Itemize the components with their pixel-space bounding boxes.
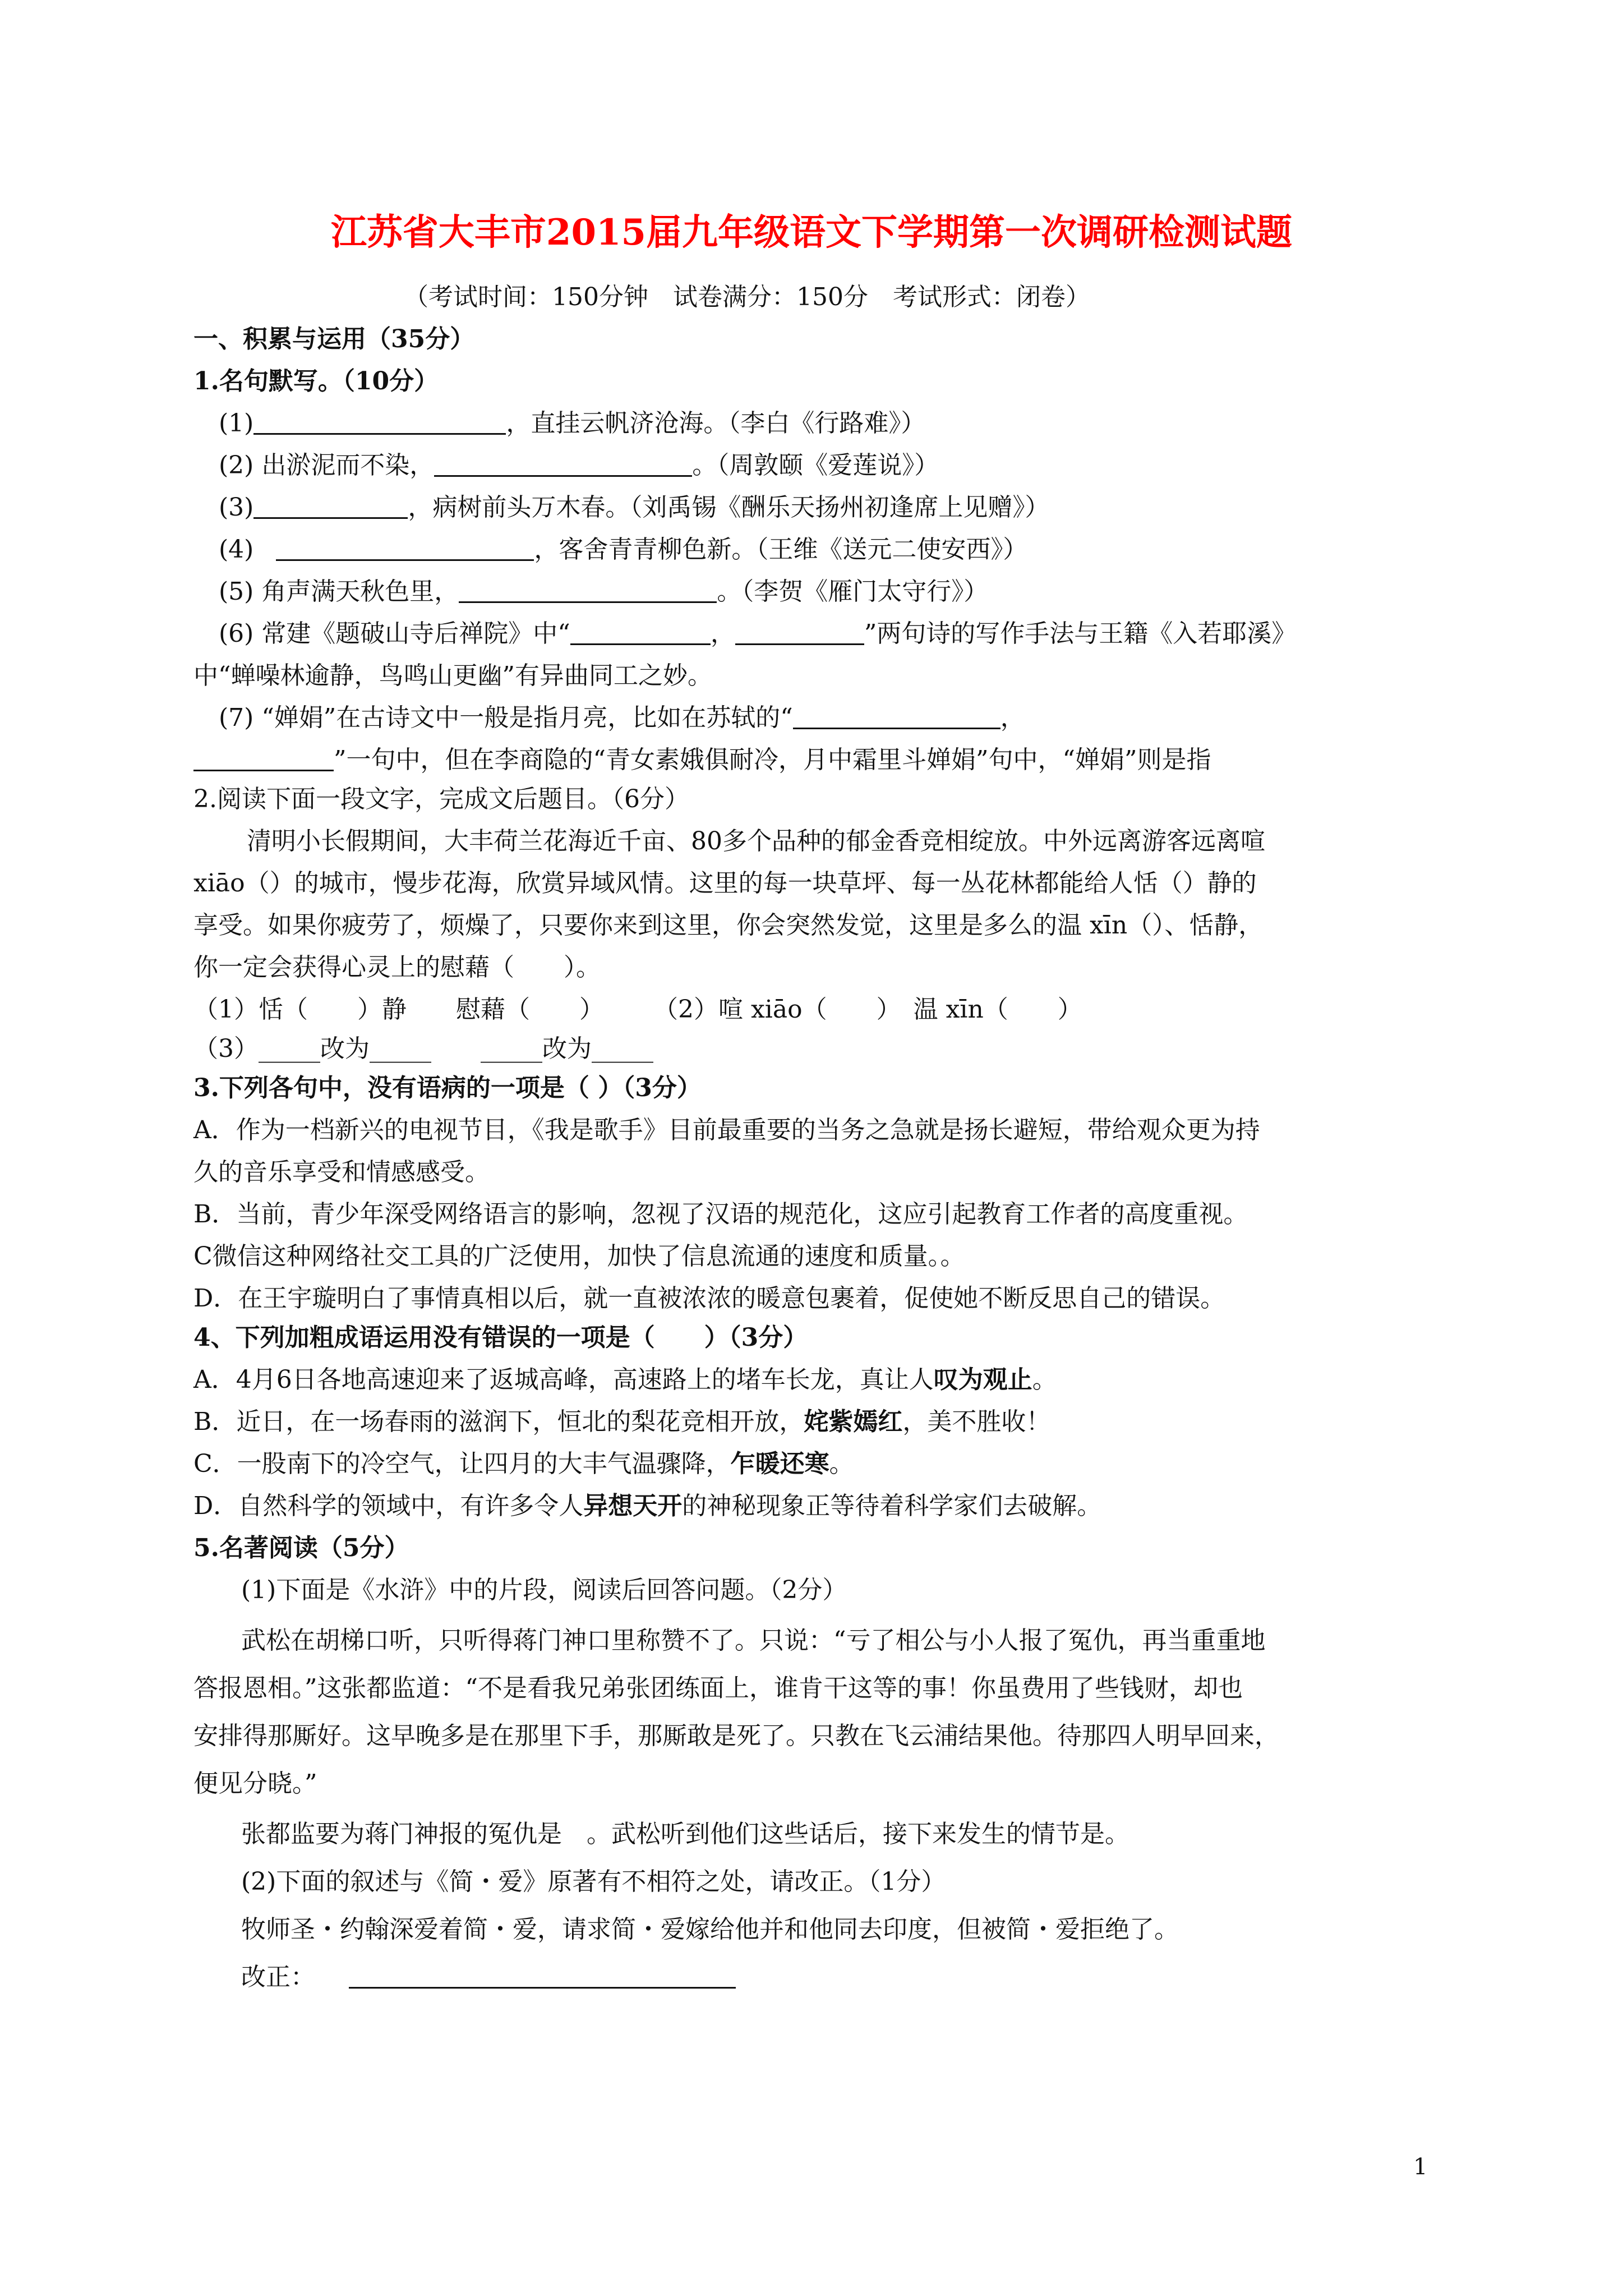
q5-fix-line — [241, 1961, 736, 1994]
q3-option-c: C微信这种网络社交工具的广泛使用，加快了信息流通的速度和质量。。 — [193, 1242, 965, 1271]
answer-blank[interactable] — [735, 619, 864, 645]
item-text: 。（周敦颐《爱莲说》） — [692, 451, 939, 480]
page-title: 江苏省大丰市2015届九年级语文下学期第一次调研检测试题 — [330, 211, 1293, 254]
fix-label: 改正： — [241, 1963, 315, 1991]
q2-answer-line: （3）_____改为_____ _____改为_____ — [193, 1034, 653, 1063]
q4-option-b — [193, 1405, 1050, 1439]
q5-question: 张都监要为蒋门神报的冤仇是 。武松听到他们这些话后，接下来发生的情节是。 — [241, 1820, 1129, 1848]
q1-item-3 — [219, 491, 1049, 524]
item-text: ，病树前头万木春。（刘禹锡《酬乐天扬州初逢席上见赠》） — [408, 493, 1050, 522]
q3-option-b: B．当前，青少年深受网络语言的影响，忽视了汉语的规范化，这应引起教育工作者的高度重视。 — [193, 1200, 1248, 1228]
item-text: (5) 角声满天秋色里， — [219, 577, 459, 606]
answer-blank[interactable] — [276, 535, 534, 561]
item-number: (4) — [219, 535, 254, 564]
option-text: 的神秘现象正等待着科学家们去破解。 — [682, 1492, 1102, 1520]
page-number: 1 — [1413, 2154, 1428, 2180]
q4-option-d — [193, 1489, 1101, 1523]
q1-item-5 — [219, 575, 988, 609]
bold-idiom: 叹为观止 — [933, 1365, 1032, 1394]
option-text: B．近日，在一场春雨的滋润下，恒北的梨花竞相开放， — [193, 1407, 804, 1436]
q5-excerpt: 武松在胡梯口听，只听得蒋门神口里称赞不了。只说：“亏了相公与小人报了冤仇，再当重重地 — [241, 1626, 1266, 1655]
option-text: A．4月6日各地高速迎来了返城高峰，高速路上的堵车长龙，真让人 — [193, 1365, 934, 1394]
q1-item-2 — [219, 449, 939, 482]
q4-option-a — [193, 1363, 1057, 1397]
exam-info: （考试时间：150分钟 试卷满分：150分 考试形式：闭卷） — [404, 283, 1090, 311]
q2-paragraph: 你一定会获得心灵上的慰藉（ ）。 — [193, 953, 601, 982]
q5-sub-question-2: (2)下面的叙述与《简・爱》原著有不相符之处，请改正。（1分） — [241, 1867, 946, 1896]
q1-item-6 — [219, 617, 1296, 651]
q2-heading: 2.阅读下面一段文字，完成文后题目。（6分） — [193, 785, 689, 813]
option-text: ，美不胜收！ — [902, 1407, 1051, 1436]
comma: ， — [710, 619, 735, 648]
q2-paragraph: xiāo（）的城市，慢步花海，欣赏异域风情。这里的每一块草坪、每一丛花林都能给人恬（）静的 — [193, 869, 1257, 898]
q1-item-7 — [219, 701, 1025, 735]
q1-item-4 — [219, 533, 1027, 567]
item-number: (1) — [219, 409, 254, 438]
q2-answer-line: （1）恬（ ）静 慰藉（ ） （2）喧 xiāo（ ） 温 xīn（ ） — [193, 995, 1082, 1024]
answer-blank[interactable] — [570, 619, 711, 645]
q5-statement: 牧师圣・约翰深爱着简・爱，请求简・爱嫁给他并和他同去印度，但被简・爱拒绝了。 — [241, 1915, 1179, 1944]
answer-blank[interactable] — [193, 745, 334, 771]
q1-item-7-cont — [193, 743, 1211, 777]
q2-paragraph: 清明小长假期间，大丰荷兰花海近千亩、80多个品种的郁金香竞相绽放。中外远离游客远离喧 — [247, 827, 1265, 855]
item-text: ，直挂云帆济沧海。（李白《行路难》） — [506, 409, 926, 438]
item-text: ”两句诗的写作手法与王籍《入若耶溪》 — [864, 619, 1297, 648]
q3-option-a-cont: 久的音乐享受和情感感受。 — [193, 1158, 490, 1186]
answer-blank[interactable] — [253, 493, 408, 519]
item-text: (7) “婵娟”在古诗文中一般是指月亮，比如在苏轼的“ — [219, 703, 793, 732]
bold-idiom: 姹紫嫣红 — [804, 1407, 903, 1436]
comma: ， — [1000, 703, 1025, 732]
q4-heading: 4、下列加粗成语运用没有错误的一项是（ ）（3分） — [193, 1323, 808, 1352]
q1-heading: 1.名句默写。（10分） — [193, 367, 439, 395]
q5-heading: 5.名著阅读（5分） — [193, 1534, 409, 1562]
answer-blank[interactable] — [253, 408, 506, 435]
q4-option-c — [193, 1447, 854, 1481]
option-text: D．自然科学的领域中，有许多令人 — [193, 1492, 584, 1520]
option-text: 。 — [829, 1450, 854, 1478]
item-number: (3) — [219, 493, 254, 522]
q5-excerpt: 答报恩相。”这张都监道：“不是看我兄弟张团练面上，谁肯干这等的事！你虽费用了些钱财，却也 — [193, 1674, 1243, 1703]
q2-paragraph: 享受。如果你疲劳了，烦燥了，只要你来到这里，你会突然发觉，这里是多么的温 xīn（）、恬静， — [193, 911, 1264, 940]
answer-blank[interactable] — [434, 450, 692, 477]
q3-heading: 3.下列各句中，没有语病的一项是（ ）（3分） — [193, 1074, 702, 1102]
bold-idiom: 乍暖还寒 — [730, 1450, 829, 1478]
q1-item-1 — [219, 407, 925, 440]
item-text: (6) 常建《题破山寺后禅院》中“ — [219, 619, 570, 648]
q3-option-a: A．作为一档新兴的电视节目，《我是歌手》目前最重要的当务之急就是扬长避短，带给观众更为持 — [193, 1116, 1260, 1144]
option-text: C．一股南下的冷空气，让四月的大丰气温骤降， — [193, 1450, 731, 1478]
answer-blank[interactable] — [459, 577, 717, 603]
option-text: 。 — [1032, 1365, 1057, 1394]
section-heading: 一、积累与运用（35分） — [193, 325, 475, 353]
item-text: ，客舍青青柳色新。（王维《送元二使安西》） — [534, 535, 1028, 564]
q3-option-d: D．在王宇璇明白了事情真相以后，就一直被浓浓的暖意包裹着，促使她不断反思自己的错误。 — [193, 1284, 1225, 1313]
item-text: 。（李贺《雁门太守行》） — [717, 577, 989, 606]
q1-item-6-cont: 中“蝉噪林逾静，鸟鸣山更幽”有异曲同工之妙。 — [193, 661, 712, 690]
q5-excerpt: 便见分晓。” — [193, 1769, 317, 1798]
answer-blank[interactable] — [793, 703, 1000, 729]
item-text: ”一句中，但在李商隐的“青女素娥俱耐冷，月中霜里斗婵娟”句中，“婵娟”则是指 — [334, 746, 1211, 774]
answer-blank[interactable] — [349, 1962, 736, 1989]
q5-excerpt: 安排得那厮好。这早晚多是在那里下手，那厮敢是死了。只教在飞云浦结果他。待那四人明早回来， — [193, 1722, 1279, 1750]
bold-idiom: 异想天开 — [583, 1492, 683, 1520]
q5-sub-question-1: (1)下面是《水浒》中的片段，阅读后回答问题。（2分） — [241, 1576, 847, 1604]
item-text: (2) 出淤泥而不染， — [219, 451, 435, 480]
